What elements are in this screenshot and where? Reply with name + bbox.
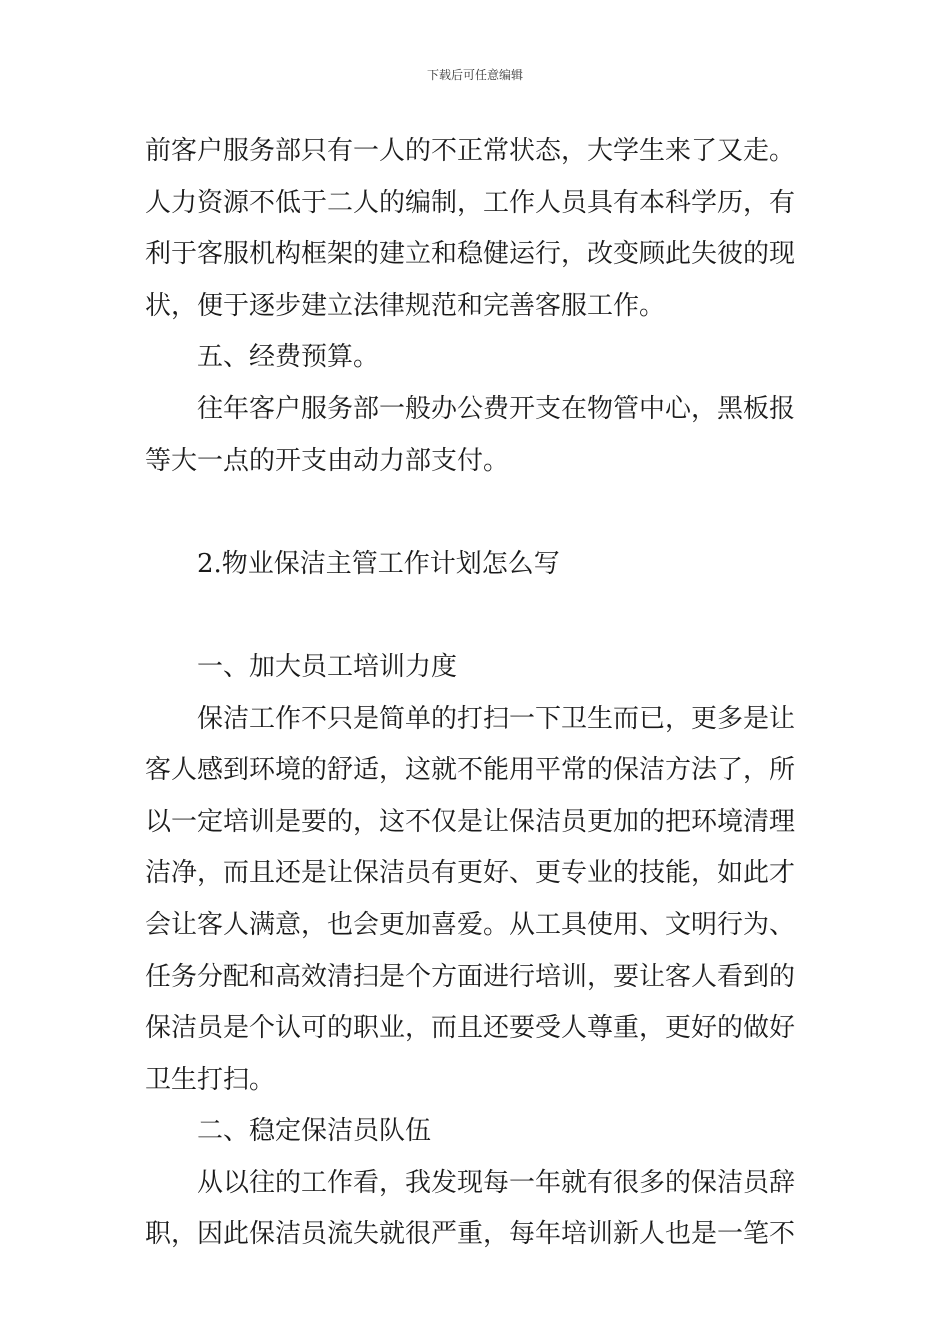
page-header: 下载后可任意编辑 bbox=[426, 68, 523, 82]
body-line: 以一定培训是要的，这不仅是让保洁员更加的把环境清理 bbox=[145, 806, 796, 837]
body-line: 保洁员是个认可的职业，而且还要受人尊重，更好的做好 bbox=[145, 1013, 796, 1044]
body-line: 洁净，而且还是让保洁员有更好、更专业的技能，如此才 bbox=[145, 858, 796, 889]
body-line: 职，因此保洁员流失就很严重，每年培训新人也是一笔不 bbox=[145, 1219, 796, 1250]
body-line: 任务分配和高效清扫是个方面进行培训，要让客人看到的 bbox=[145, 961, 796, 992]
body-line: 会让客人满意，也会更加喜爱。从工具使用、文明行为、 bbox=[145, 909, 796, 940]
body-line: 从以往的工作看，我发现每一年就有很多的保洁员辞 bbox=[197, 1167, 796, 1198]
body-line: 卫生打扫。 bbox=[145, 1064, 276, 1095]
body-line: 往年客户服务部一般办公费开支在物管中心，黑板报 bbox=[197, 393, 796, 424]
section-heading: 一、加大员工培训力度 bbox=[197, 651, 458, 682]
body-line: 客人感到环境的舒适，这就不能用平常的保洁方法了，所 bbox=[145, 755, 796, 786]
section-heading: 五、经费预算。 bbox=[197, 342, 380, 373]
body-line: 前客户服务部只有一人的不正常状态，大学生来了又走。 bbox=[145, 136, 796, 166]
body-line: 利于客服机构框架的建立和稳健运行，改变顾此失彼的现 bbox=[145, 239, 796, 270]
section-heading: 二、稳定保洁员队伍 bbox=[197, 1116, 432, 1147]
body-line: 人力资源不低于二人的编制，工作人员具有本科学历，有 bbox=[145, 187, 796, 218]
body-line: 状，便于逐步建立法律规范和完善客服工作。 bbox=[145, 290, 666, 321]
blank-line bbox=[145, 487, 807, 539]
document-body bbox=[145, 126, 807, 1261]
body-line: 等大一点的开支由动力部支付。 bbox=[145, 445, 510, 476]
body-line: 保洁工作不只是简单的打扫一下卫生而已，更多是让 bbox=[197, 703, 796, 734]
blank-line bbox=[145, 590, 807, 642]
article-title: 2.物业保洁主管工作计划怎么写 bbox=[197, 548, 560, 579]
